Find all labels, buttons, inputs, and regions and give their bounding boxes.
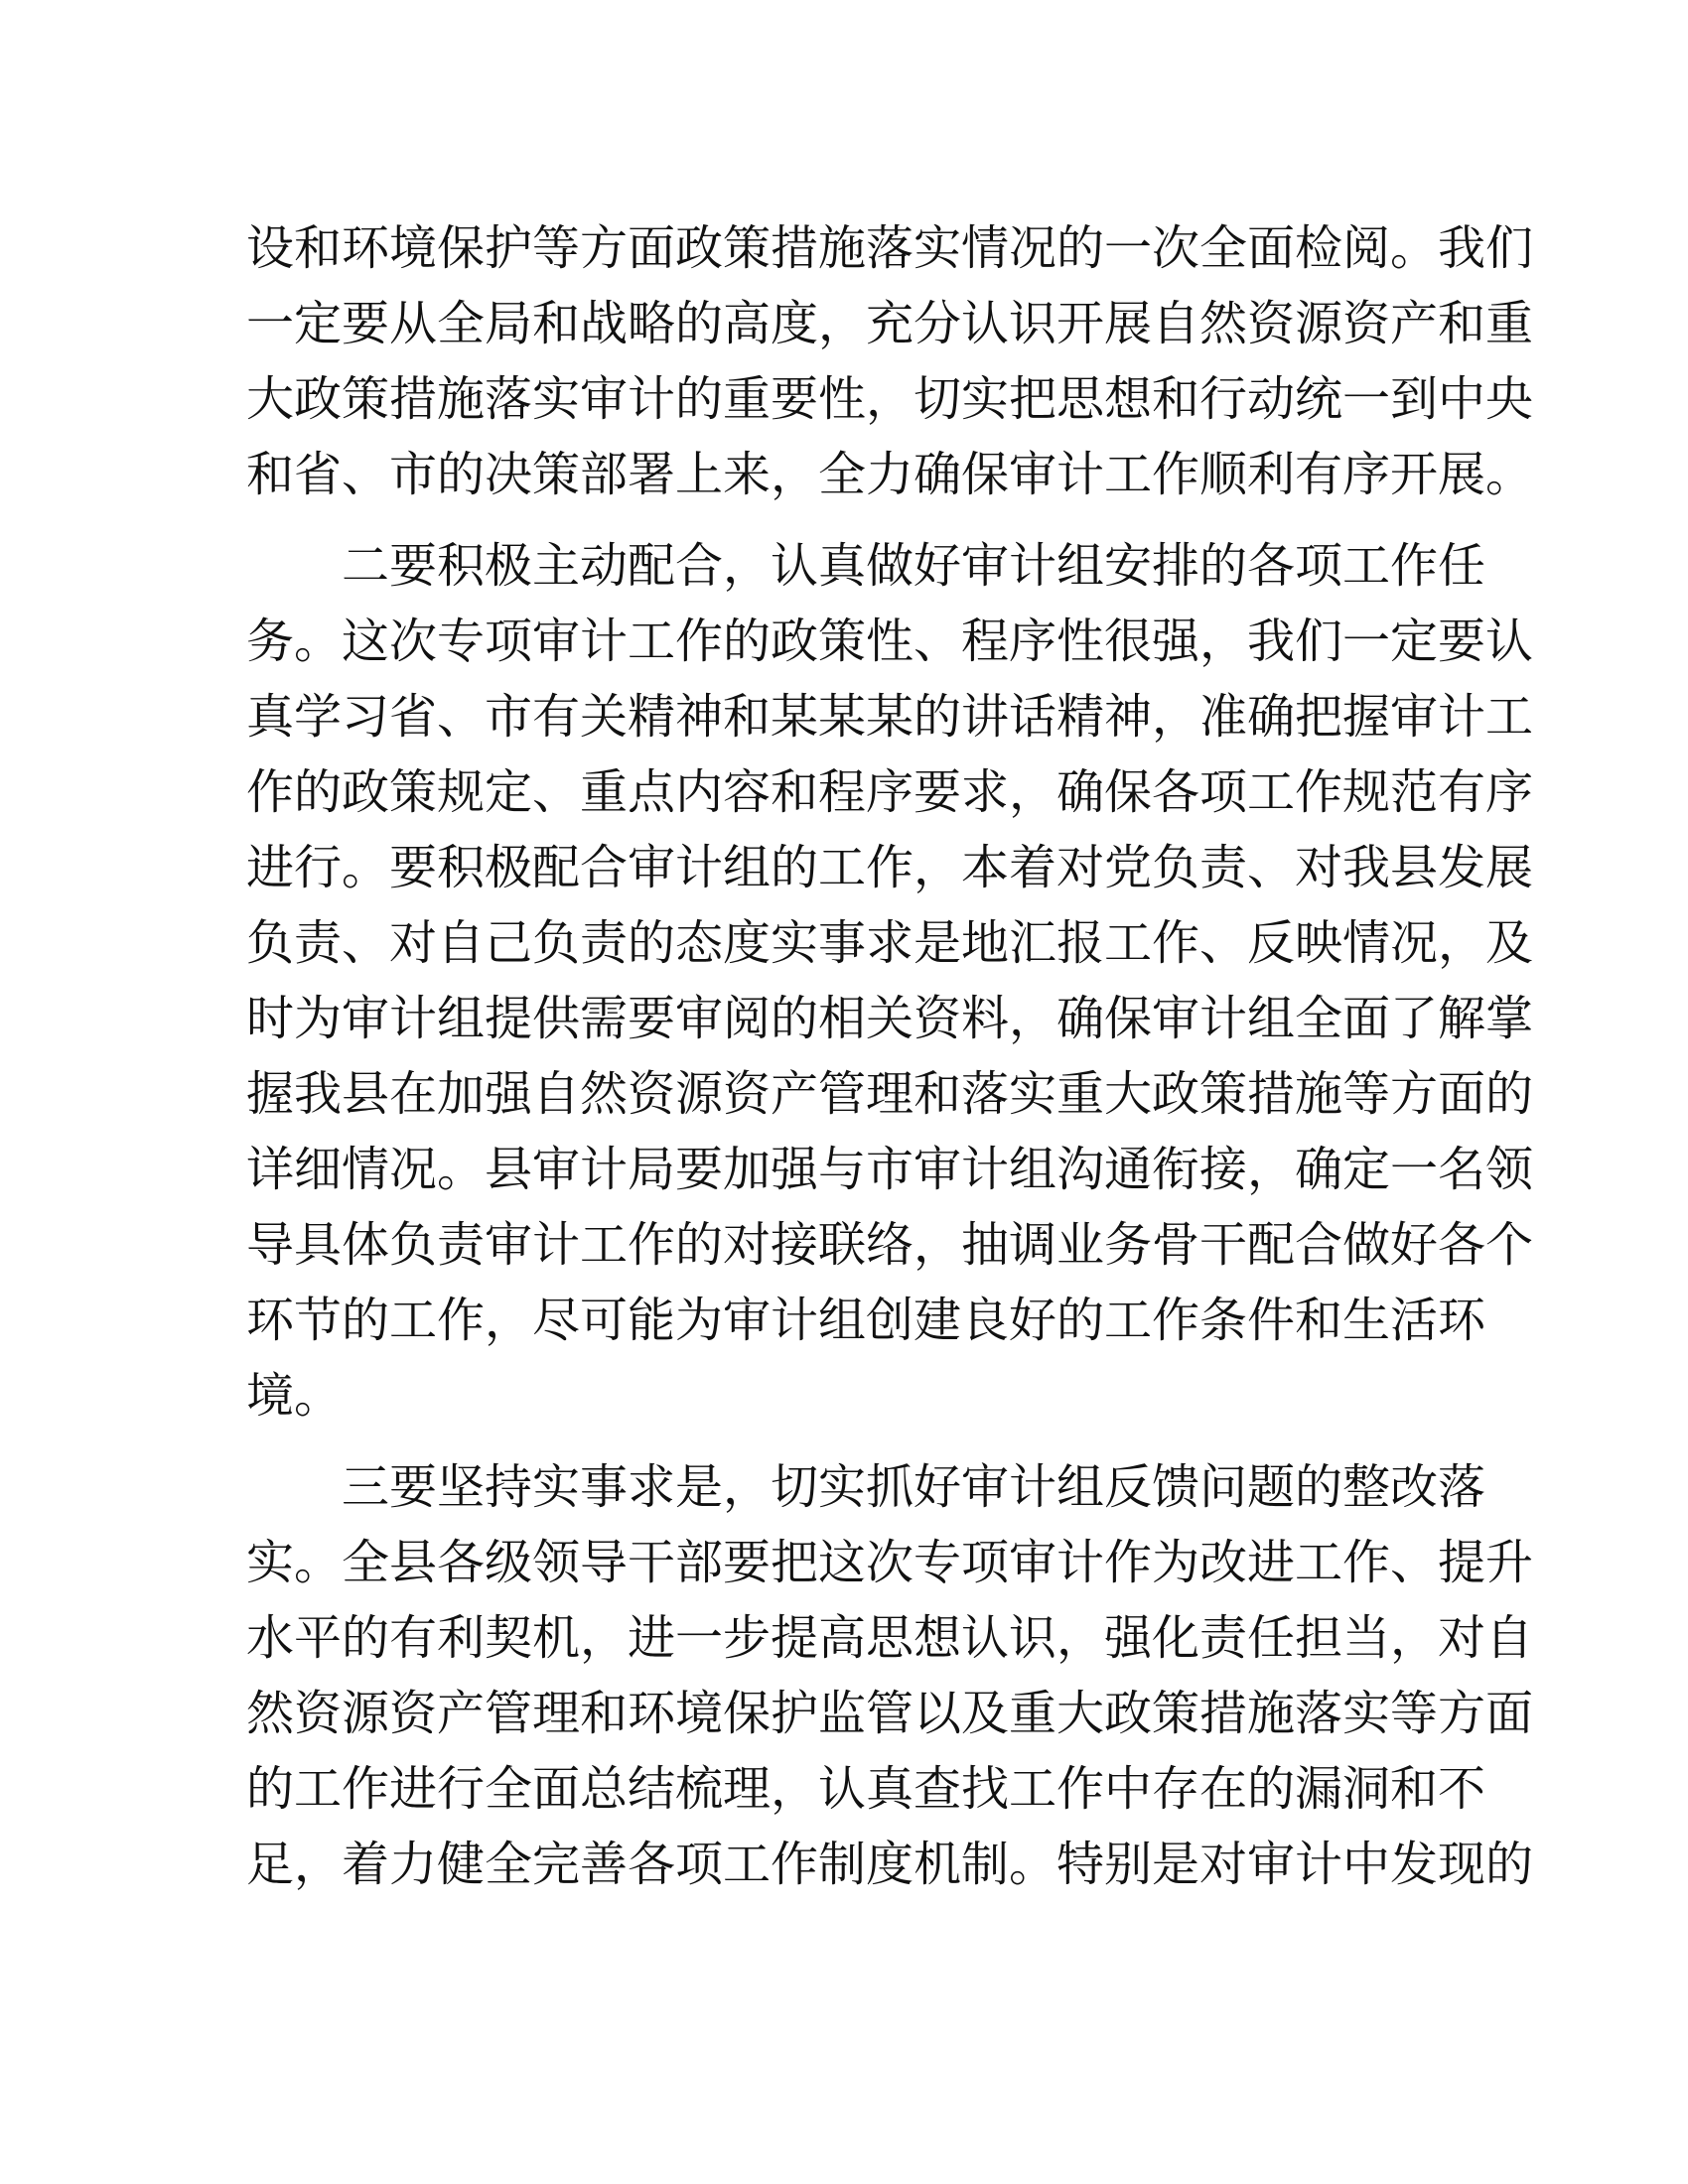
text-line: 然资源资产管理和环境保护监管以及重大政策措施落实等方面 [246, 1686, 1534, 1741]
paragraph-1 [246, 210, 1534, 512]
text-line: 环节的工作，尽可能为审计组创建良好的工作条件和生活环 [246, 1293, 1486, 1348]
document-body [246, 210, 1534, 1902]
text-line: 境。 [246, 1368, 343, 1424]
text-line: 进行。要积极配合审计组的工作，本着对党负责、对我县发展 [246, 840, 1534, 895]
paragraph-2 [246, 528, 1534, 1433]
text-line: 足，着力健全完善各项工作制度机制。特别是对审计中发现的 [246, 1837, 1534, 1892]
text-line: 真学习省、市有关精神和某某某的讲话精神，准确把握审计工 [246, 689, 1534, 745]
text-line: 时为审计组提供需要审阅的相关资料，确保审计组全面了解掌 [246, 991, 1534, 1046]
paragraph-3 [246, 1449, 1534, 1902]
text-line: 务。这次专项审计工作的政策性、程序性很强，我们一定要认 [246, 614, 1534, 669]
text-line: 大政策措施落实审计的重要性，切实把思想和行动统一到中央 [246, 371, 1534, 427]
text-line: 负责、对自己负责的态度实事求是地汇报工作、反映情况，及 [246, 915, 1534, 971]
text-line: 导具体负责审计工作的对接联络，抽调业务骨干配合做好各个 [246, 1217, 1534, 1273]
text-line: 三要坚持实事求是，切实抓好审计组反馈问题的整改落 [342, 1459, 1486, 1515]
text-line: 一定要从全局和战略的高度，充分认识开展自然资源资产和重 [246, 296, 1534, 351]
text-line: 作的政策规定、重点内容和程序要求，确保各项工作规范有序 [246, 764, 1534, 820]
text-line: 和省、市的决策部署上来，全力确保审计工作顺利有序开展。 [246, 447, 1534, 502]
text-line: 握我县在加强自然资源资产管理和落实重大政策措施等方面的 [246, 1066, 1534, 1122]
text-line: 的工作进行全面总结梳理，认真查找工作中存在的漏洞和不 [246, 1761, 1486, 1817]
text-line: 设和环境保护等方面政策措施落实情况的一次全面检阅。我们 [246, 220, 1534, 276]
text-line: 详细情况。县审计局要加强与市审计组沟通衔接，确定一名领 [246, 1142, 1534, 1197]
text-line: 二要积极主动配合，认真做好审计组安排的各项工作任 [342, 538, 1486, 594]
text-line: 水平的有利契机，进一步提高思想认识，强化责任担当，对自 [246, 1610, 1534, 1666]
text-line: 实。全县各级领导干部要把这次专项审计作为改进工作、提升 [246, 1535, 1534, 1590]
